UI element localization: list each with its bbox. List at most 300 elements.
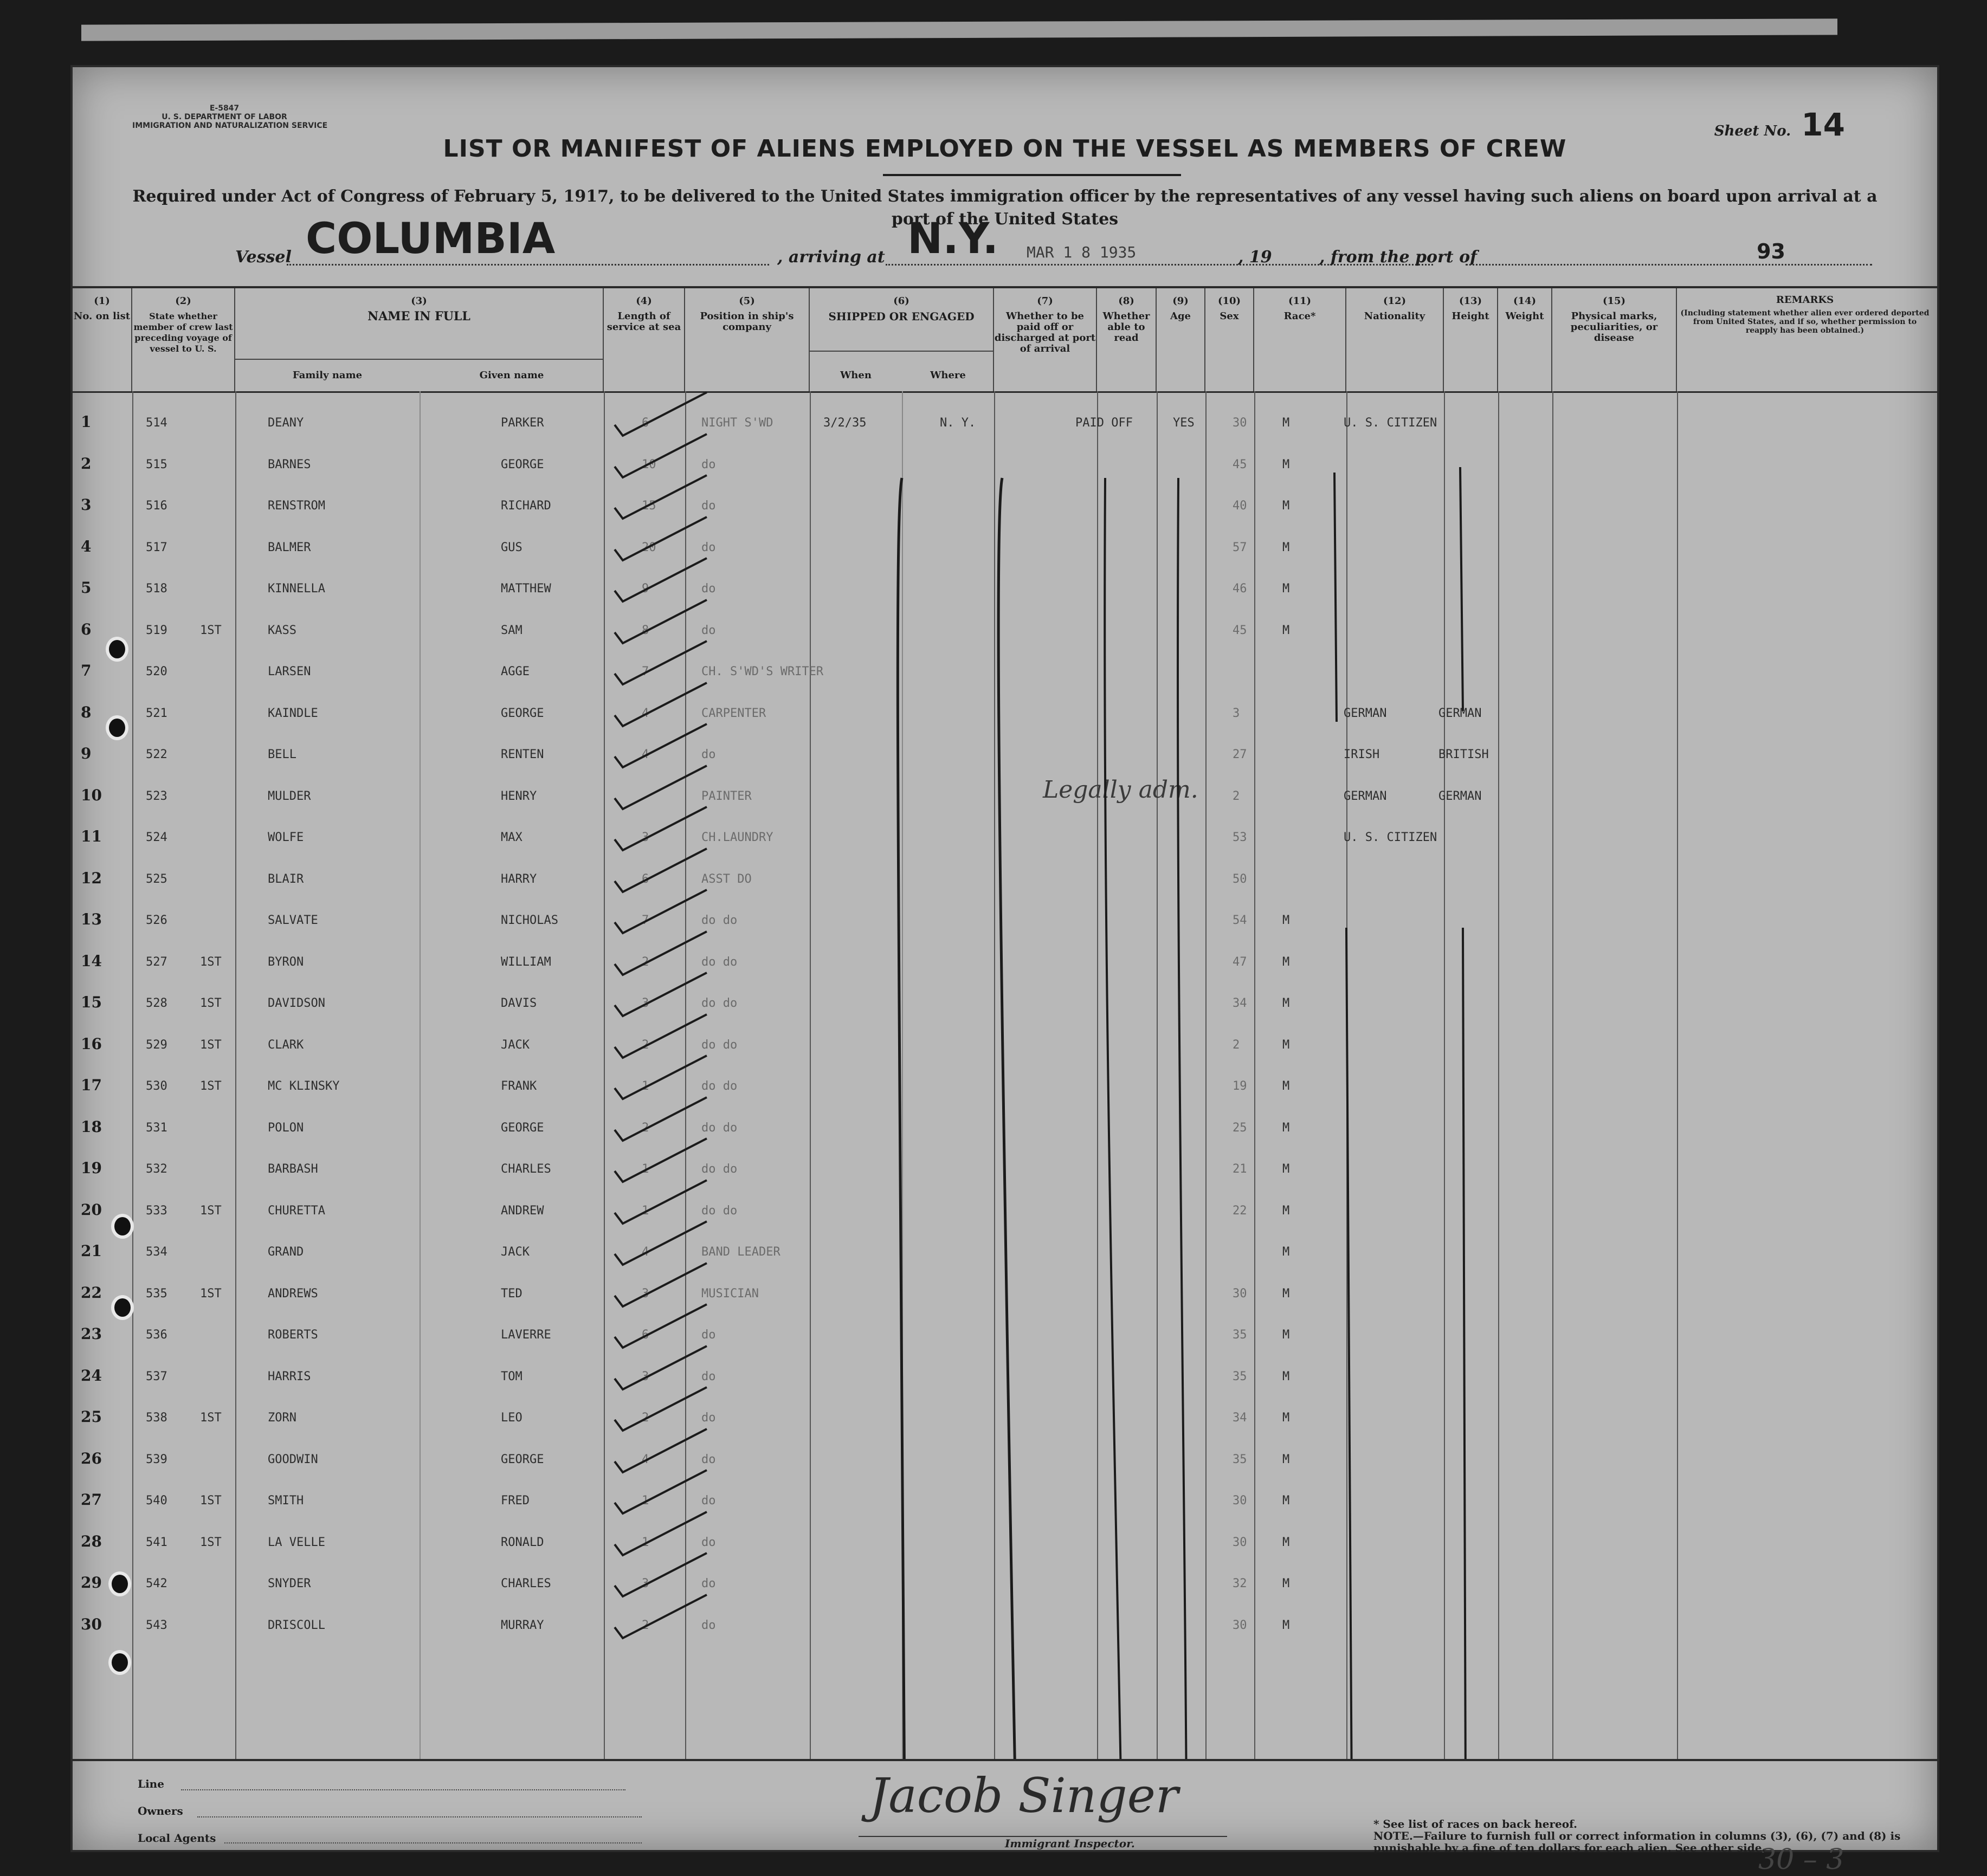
cell-age: 35: [1233, 1452, 1247, 1466]
cell-position: CH. S'WD'S WRITER: [701, 665, 824, 678]
cell-prev: 531: [146, 1121, 167, 1135]
footnotes: [1373, 1818, 1915, 1854]
cell-family: WOLFE: [268, 831, 304, 844]
cell-family: SMITH: [268, 1494, 304, 1508]
cell-given: TED: [501, 1286, 522, 1301]
cell-prev: 536: [146, 1328, 167, 1342]
cell-given: HARRY: [501, 872, 537, 886]
cell-given: JACK: [501, 1245, 530, 1259]
cell-prev: 524: [146, 831, 167, 844]
agents-rule: [224, 1842, 642, 1843]
cell-given: MAX: [501, 831, 522, 844]
cell-position: do: [701, 1618, 716, 1632]
cell-service: 7: [642, 665, 649, 678]
cell-position: do do: [701, 997, 738, 1010]
cell-prev: 518: [146, 582, 167, 596]
cell-no: 21: [81, 1242, 102, 1260]
service-name: IMMIGRATION AND NATURALIZATION SERVICE: [132, 121, 328, 130]
col-header-13: (13) Height: [1444, 288, 1498, 391]
cell-service: 3: [642, 831, 649, 844]
cell-service: 2: [642, 1411, 649, 1425]
cell-race: IRISH: [1344, 748, 1380, 761]
cell-position: do: [701, 1328, 716, 1342]
cell-voyage: 1ST: [200, 1038, 222, 1052]
cell-sex: M: [1282, 623, 1290, 637]
vessel-line: [235, 215, 1888, 273]
col-header-11: (11) Race*: [1254, 288, 1346, 391]
punch-hole: [106, 637, 128, 662]
manifest-sheet: [70, 65, 1939, 1876]
col-header-remarks: REMARKS (Including statement whether alien ever ordered deported from United States, and if so, whether permission to reapply has been obtained.): [1680, 294, 1930, 335]
cell-sex: M: [1282, 1494, 1290, 1508]
cell-service: 1: [642, 1162, 649, 1176]
cell-sex: M: [1282, 1618, 1290, 1632]
cell-position: do do: [701, 1038, 738, 1052]
arriving-label: , arriving at: [777, 248, 885, 267]
cell-service: 10: [642, 457, 656, 471]
cell-service: 15: [642, 499, 656, 513]
cell-sex: M: [1282, 1328, 1290, 1342]
cell-age: 30: [1233, 1535, 1247, 1549]
cell-service: 4: [642, 748, 649, 761]
cell-family: CHURETTA: [268, 1204, 325, 1218]
sheet-number-value: 14: [1801, 106, 1845, 143]
cell-no: 11: [81, 827, 102, 845]
cell-family: ZORN: [268, 1411, 296, 1425]
cell-given: FRED: [501, 1494, 530, 1508]
cell-position: PAINTER: [701, 789, 752, 803]
col-header-2: (2) State whether member of crew last preceding voyage of vessel to U. S.: [132, 288, 235, 391]
cell-age: 30: [1233, 1286, 1247, 1301]
cell-age: 22: [1233, 1204, 1247, 1218]
cell-prev: 519: [146, 623, 167, 637]
cell-given: LEO: [501, 1411, 522, 1425]
owners-rule: [197, 1816, 642, 1817]
vessel-label: Vessel: [235, 248, 292, 267]
cell-family: BELL: [268, 748, 296, 761]
col-header-1: (1) No. on list: [73, 288, 132, 391]
cell-position: ASST DO: [701, 872, 752, 886]
cell-family: MC KLINSKY: [268, 1079, 340, 1093]
cell-age: 35: [1233, 1328, 1247, 1342]
cell-no: 12: [81, 869, 102, 887]
cell-no: 17: [81, 1076, 102, 1094]
col-header-14: (14) Weight: [1498, 288, 1552, 391]
cell-service: 2: [642, 1038, 649, 1052]
cell-age: 25: [1233, 1121, 1247, 1135]
cell-family: SALVATE: [268, 914, 318, 927]
cell-sex: M: [1282, 1452, 1290, 1466]
cell-sex: M: [1282, 914, 1290, 927]
cell-age: 53: [1233, 831, 1247, 844]
cell-age: 35: [1233, 1369, 1247, 1383]
line-label: Line: [138, 1777, 164, 1790]
cell-service: 20: [642, 540, 656, 554]
ditto-marks: [73, 288, 1933, 1759]
cell-race: GERMAN: [1344, 789, 1387, 803]
cell-prev: 521: [146, 706, 167, 720]
col3-family-header: Family name: [292, 370, 363, 381]
cell-no: 22: [81, 1283, 102, 1302]
cell-position: do: [701, 1411, 716, 1425]
cell-given: MATTHEW: [501, 582, 551, 596]
cell-age: 2: [1233, 789, 1240, 803]
cell-family: MULDER: [268, 789, 311, 803]
cell-prev: 529: [146, 1038, 167, 1052]
cell-service: 1: [642, 1204, 649, 1218]
arriving-port: N.Y.: [907, 215, 999, 263]
cell-service: 3: [642, 997, 649, 1010]
cell-service: 4: [642, 1452, 649, 1466]
punch-hole: [111, 1214, 134, 1239]
ditto-line-nat-1: [1460, 467, 1463, 711]
department-name: U. S. DEPARTMENT OF LABOR: [162, 113, 287, 121]
cell-given: ANDREW: [501, 1204, 544, 1218]
cell-no: 2: [81, 454, 92, 473]
form-footer: [73, 1759, 1937, 1852]
cell-prev: 515: [146, 457, 167, 471]
col-header-15: (15) Physical marks, peculiarities, or disease: [1552, 288, 1677, 391]
cell-family: SNYDER: [268, 1577, 311, 1590]
ditto-line-nat-2: [1463, 928, 1466, 1759]
cell-age: 45: [1233, 457, 1247, 471]
cell-position: CARPENTER: [701, 706, 766, 720]
title-underline: [883, 174, 1181, 176]
cell-no: 9: [81, 745, 92, 762]
cell-position: do: [701, 499, 716, 513]
cell-no: 6: [81, 620, 92, 638]
manifest-number: 93: [1757, 240, 1785, 263]
cell-given: GUS: [501, 540, 522, 554]
cell-given: GEORGE: [501, 1452, 544, 1466]
cell-no: 10: [81, 786, 102, 804]
cell-service: 4: [642, 706, 649, 720]
inspector-label: Immigrant Inspector.: [1005, 1837, 1135, 1850]
cell-sex: M: [1282, 457, 1290, 471]
cell-prev: 534: [146, 1245, 167, 1259]
cell-family: KAINDLE: [268, 706, 318, 720]
cell-position: do: [701, 1369, 716, 1383]
cell-voyage: 1ST: [200, 1535, 222, 1549]
cell-sex: M: [1282, 1079, 1290, 1093]
cell-family: GOODWIN: [268, 1452, 318, 1466]
cell-position: do do: [701, 1121, 738, 1135]
cell-given: CHARLES: [501, 1577, 551, 1590]
cell-prev: 532: [146, 1162, 167, 1176]
cell-position: do do: [701, 1204, 738, 1218]
cell-position: do: [701, 623, 716, 637]
cell-given: PARKER: [501, 416, 544, 430]
cell-age: 30: [1233, 1494, 1247, 1508]
cell-age: 19: [1233, 1079, 1247, 1093]
page-subtitle: Required under Act of Congress of February 5, 1917, to be delivered to the United States immigration officer by the representatives of any vessel having such aliens on board upon arrival at a port of the United States: [132, 187, 1878, 229]
cell-given: RICHARD: [501, 499, 551, 513]
cell-age: 47: [1233, 955, 1247, 969]
cell-prev: 525: [146, 872, 167, 886]
col-header-3: (3) NAME IN FULL: [235, 288, 604, 391]
cell-age: 27: [1233, 748, 1247, 761]
cell-no: 16: [81, 1034, 102, 1053]
cell-prev: 540: [146, 1494, 167, 1508]
cell-when: 3/2/35: [823, 416, 867, 430]
cell-age: 30: [1233, 1618, 1247, 1632]
col-header-5: (5) Position in ship's company: [685, 288, 810, 391]
punch-hole: [108, 1650, 131, 1675]
cell-position: CH.LAUNDRY: [701, 831, 773, 844]
cell-prev: 517: [146, 540, 167, 554]
cell-sex: M: [1282, 1121, 1290, 1135]
cell-no: 14: [81, 952, 102, 970]
cell-prev: 541: [146, 1535, 167, 1549]
page-title: LIST OR MANIFEST OF ALIENS EMPLOYED ON THE VESSEL AS MEMBERS OF CREW: [443, 135, 1567, 163]
cell-prev: 542: [146, 1577, 167, 1590]
cell-given: GEORGE: [501, 1121, 544, 1135]
cell-age: 21: [1233, 1162, 1247, 1176]
form-id: E-5847: [209, 104, 240, 113]
from-port-label: , from the port of: [1319, 248, 1478, 267]
cell-age: 2: [1233, 1038, 1240, 1052]
cell-position: do: [701, 1577, 716, 1590]
cell-no: 29: [81, 1574, 102, 1592]
cell-service: 3: [642, 1577, 649, 1590]
cell-sex: M: [1282, 416, 1290, 430]
cell-given: LAVERRE: [501, 1328, 551, 1342]
cell-service: 3: [642, 1369, 649, 1383]
cell-age: 46: [1233, 582, 1247, 596]
punch-hole: [108, 1571, 131, 1596]
cell-given: GEORGE: [501, 457, 544, 471]
cell-sex: M: [1282, 997, 1290, 1010]
cell-given: DAVIS: [501, 997, 537, 1010]
cell-no: 20: [81, 1200, 102, 1219]
col-header-10: (10) Sex: [1205, 288, 1254, 391]
cell-position: do do: [701, 955, 738, 969]
cell-no: 27: [81, 1491, 102, 1509]
vessel-fill-rule: [287, 264, 769, 266]
cell-prev: 527: [146, 955, 167, 969]
cell-age: 50: [1233, 872, 1247, 886]
cell-no: 5: [81, 579, 92, 597]
cell-family: BLAIR: [268, 872, 304, 886]
cell-nat: GERMAN: [1438, 706, 1482, 720]
cell-given: WILLIAM: [501, 955, 551, 969]
cell-service: 8: [642, 623, 649, 637]
cell-given: NICHOLAS: [501, 914, 558, 927]
cell-service: 2: [642, 1618, 649, 1632]
cell-voyage: 1ST: [200, 1286, 222, 1301]
cell-prev: 538: [146, 1411, 167, 1425]
cell-service: 6: [642, 872, 649, 886]
cell-service: 1: [642, 1079, 649, 1093]
cell-prev: 522: [146, 748, 167, 761]
cell-family: DEANY: [268, 416, 304, 430]
ditto-line-when: [898, 478, 905, 1759]
cell-family: LARSEN: [268, 665, 311, 678]
ditto-line-paid: [1105, 478, 1121, 1759]
cell-sex: M: [1282, 582, 1290, 596]
cell-family: GRAND: [268, 1245, 304, 1259]
cell-no: 18: [81, 1117, 102, 1136]
date-stamp: MAR 1 8 1935: [1027, 243, 1137, 261]
cell-sex: M: [1282, 1577, 1290, 1590]
col-header-8: (8) Whether able to read: [1097, 288, 1157, 391]
col-header-12: (12) Nationality: [1346, 288, 1444, 391]
cell-position: do: [701, 1535, 716, 1549]
cell-no: 26: [81, 1449, 102, 1467]
cell-no: 13: [81, 910, 102, 928]
cell-service: 6: [642, 1328, 649, 1342]
cell-prev: 543: [146, 1618, 167, 1632]
col-header-4: (4) Length of service at sea: [604, 288, 685, 391]
cell-given: JACK: [501, 1038, 530, 1052]
cell-prev: 514: [146, 416, 167, 430]
handwritten-note: Legally adm.: [1043, 776, 1198, 804]
cell-age: 34: [1233, 997, 1247, 1010]
cell-family: HARRIS: [268, 1369, 311, 1383]
col-header-6: (6) SHIPPED OR ENGAGED: [810, 288, 994, 391]
cell-voyage: 1ST: [200, 997, 222, 1010]
cell-family: CLARK: [268, 1038, 304, 1052]
cell-no: 24: [81, 1366, 102, 1385]
cell-service: 2: [642, 1121, 649, 1135]
cell-family: LA VELLE: [268, 1535, 325, 1549]
cell-age: 32: [1233, 1577, 1247, 1590]
cell-position: do: [701, 1494, 716, 1508]
cell-age: 45: [1233, 623, 1247, 637]
ditto-line-read: [1178, 478, 1186, 1759]
handwritten-tally: 30 – 3: [1758, 1843, 1844, 1876]
cell-prev: 530: [146, 1079, 167, 1093]
cell-read: YES: [1173, 416, 1195, 430]
cell-sex: M: [1282, 540, 1290, 554]
cell-position: do do: [701, 1162, 738, 1176]
col6-where-header: Where: [930, 370, 966, 381]
sheet-number-label: Sheet No.: [1714, 123, 1791, 139]
cell-given: TOM: [501, 1369, 522, 1383]
cell-family: BYRON: [268, 955, 304, 969]
cell-sex: M: [1282, 1535, 1290, 1549]
cell-service: 6: [642, 416, 649, 430]
cell-sex: M: [1282, 1411, 1290, 1425]
punch-hole: [106, 715, 128, 740]
ditto-line-where: [998, 478, 1016, 1759]
cell-no: 30: [81, 1615, 102, 1633]
cell-family: BARNES: [268, 457, 311, 471]
cell-prev: 526: [146, 914, 167, 927]
cell-no: 1: [81, 413, 92, 431]
cell-given: FRANK: [501, 1079, 537, 1093]
col-header-9: (9) Age: [1157, 288, 1205, 391]
cell-service: 4: [642, 1245, 649, 1259]
cell-no: 7: [81, 662, 92, 680]
cell-no: 3: [81, 496, 92, 514]
cell-no: 15: [81, 993, 102, 1011]
cell-family: DAVIDSON: [268, 997, 325, 1010]
cell-prev: 533: [146, 1204, 167, 1218]
footnote-penalty: NOTE.—Failure to furnish full or correct information in columns (3), (6), (7) and (8) is punishable by a fine of ten dollars for each alien. See other side.: [1373, 1829, 1901, 1854]
cell-no: 19: [81, 1159, 102, 1177]
cell-family: BARBASH: [268, 1162, 318, 1176]
cell-family: BALMER: [268, 540, 311, 554]
local-agents-label: Local Agents: [138, 1832, 216, 1845]
cell-voyage: 1ST: [200, 955, 222, 969]
cell-nat: GERMAN: [1438, 789, 1482, 803]
cell-position: do: [701, 457, 716, 471]
cell-voyage: 1ST: [200, 1494, 222, 1508]
cell-race: U. S. CITIZEN: [1344, 416, 1437, 430]
cell-age: 3: [1233, 706, 1240, 720]
cell-position: BAND LEADER: [701, 1245, 780, 1259]
cell-prev: 537: [146, 1369, 167, 1383]
cell-given: CHARLES: [501, 1162, 551, 1176]
from-port-fill-rule: [1466, 264, 1872, 266]
cell-sex: M: [1282, 1286, 1290, 1301]
cell-voyage: 1ST: [200, 1204, 222, 1218]
footnote-races: * See list of races on back hereof.: [1373, 1817, 1577, 1830]
cell-service: 1: [642, 1494, 649, 1508]
cell-family: RENSTROM: [268, 499, 325, 513]
col3-given-header: Given name: [479, 370, 544, 381]
cell-position: do do: [701, 914, 738, 927]
ditto-line-race-2: [1346, 928, 1352, 1759]
cell-no: 28: [81, 1532, 102, 1550]
inspector-signature: Jacob Singer: [869, 1768, 1178, 1823]
year-label: , 19: [1238, 248, 1272, 267]
cell-prev: 523: [146, 789, 167, 803]
cell-prev: 528: [146, 997, 167, 1010]
cell-paid: PAID OFF: [1075, 416, 1133, 430]
cell-family: KINNELLA: [268, 582, 325, 596]
cell-sex: M: [1282, 955, 1290, 969]
cell-sex: M: [1282, 1369, 1290, 1383]
cell-position: MUSICIAN: [701, 1286, 759, 1301]
cell-given: AGGE: [501, 665, 530, 678]
cell-family: ROBERTS: [268, 1328, 318, 1342]
cell-service: 3: [642, 1286, 649, 1301]
cell-family: ANDREWS: [268, 1286, 318, 1301]
cell-position: do: [701, 748, 716, 761]
cell-sex: M: [1282, 1038, 1290, 1052]
cell-voyage: 1ST: [200, 1079, 222, 1093]
cell-service: 9: [642, 582, 649, 596]
cell-nat: BRITISH: [1438, 748, 1489, 761]
cell-given: HENRY: [501, 789, 537, 803]
cell-age: 57: [1233, 540, 1247, 554]
cell-family: KASS: [268, 623, 296, 637]
col-header-7: (7) Whether to be paid off or discharged at port of arrival: [994, 288, 1097, 391]
cell-position: do: [701, 540, 716, 554]
cell-no: 25: [81, 1408, 102, 1426]
cell-position: do: [701, 582, 716, 596]
cell-position: do: [701, 1452, 716, 1466]
cell-sex: M: [1282, 1204, 1290, 1218]
department-block: [132, 104, 328, 130]
cell-no: 8: [81, 703, 92, 721]
cell-age: 40: [1233, 499, 1247, 513]
cell-prev: 539: [146, 1452, 167, 1466]
cell-no: 4: [81, 537, 92, 555]
ditto-line-race-1: [1334, 473, 1337, 722]
scan-edge: [81, 18, 1837, 41]
cell-voyage: 1ST: [200, 1411, 222, 1425]
punch-hole: [111, 1295, 134, 1320]
cell-age: 34: [1233, 1411, 1247, 1425]
cell-age: 30: [1233, 416, 1247, 430]
cell-position: do do: [701, 1079, 738, 1093]
cell-sex: M: [1282, 1245, 1290, 1259]
vessel-name: COLUMBIA: [306, 215, 556, 263]
cell-given: RONALD: [501, 1535, 544, 1549]
